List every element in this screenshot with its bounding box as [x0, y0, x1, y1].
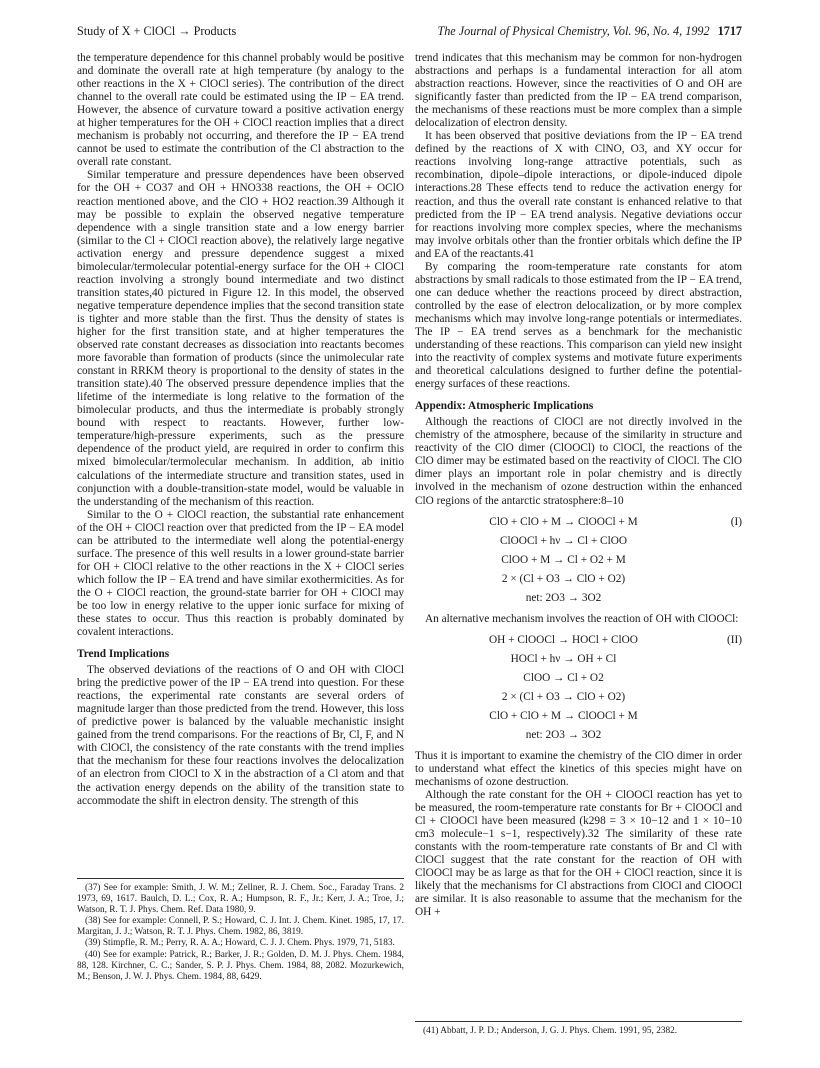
equation-row [415, 589, 742, 608]
journal-citation [437, 24, 742, 39]
running-header [77, 24, 742, 42]
footnote: (39) Stimpfle, R. M.; Perry, R. A. A.; Howard, C. J. J. Chem. Phys. 1979, 71, 5183. [85, 938, 395, 949]
footnote: (41) Abbatt, J. P. D.; Anderson, J. G. J. Phys. Chem. 1991, 95, 2382. [423, 1026, 678, 1036]
reaction-scheme-1 [415, 513, 742, 608]
equation-row [415, 707, 742, 726]
paragraph: the temperature dependence for this channel probably would be positive and dominate the overall rate at high temperature (by analogy to the other reactions in the X + ClOCl series). The contribution of the direct channel to the overall rate could be estimated using the IP − EA trend. However, the absence of curvature toward a positive activation energy at higher temperatures for the OH + ClOCl reaction implies that a direct mechanism is probably not occurring, and therefore the IP − EA trend cannot be used to estimate the contribution of the Cl abstraction to the overall rate constant. [77, 52, 404, 169]
equation: ClOO + M → Cl + O2 + M [501, 553, 626, 566]
footnotes-right [415, 1015, 742, 1037]
footnote-rule [77, 878, 404, 879]
paragraph: trend indicates that this mechanism may be common for non-hydrogen abstractions and perhaps is a fundamental interaction for all atom abstraction reactions. However, since the reactivities of O and OH are significantly faster than predicted from the IP − EA trend comparison, the mechanisms of these reactions must be more complex than a simple delocalization of electron density. [415, 52, 742, 130]
equation: ClOOCl + hν → Cl + ClOO [499, 534, 628, 547]
footnote-rule [415, 1021, 742, 1022]
equation-row [415, 688, 742, 707]
right-column [415, 52, 742, 919]
equation-row [415, 513, 742, 532]
left-column [77, 52, 404, 808]
paragraph: An alternative mechanism involves the reaction of OH with ClOOCl: [425, 612, 739, 625]
equation-row [415, 570, 742, 589]
equation: ClOO → Cl + O2 [523, 671, 604, 684]
scheme-label: (II) [726, 633, 742, 646]
journal-name: The Journal of Physical Chemistry, Vol. 96, No. 4, 1992 [437, 24, 710, 38]
paragraph: The observed deviations of the reactions of O and OH with ClOCl bring the predictive power of the IP − EA trend into question. For these reactions, the experimental rate constants are several orders of magnitude larger than those predicted from the trend. However, this loss of predictive power is balanced by the valuable mechanistic insight gained from the trend comparisons. For the reactions of Br, Cl, F, and N with ClOCl, the consistency of the rate constants with the trend implies that the mechanism for these four reactions involves the delocalization of an electron from ClOCl to X in the abstraction of a Cl atom and that the activation energy depends on the ability of the transition state to accommodate the shift in electron density. The strength of this [77, 664, 404, 807]
reaction-scheme-2 [415, 631, 742, 745]
footnote: (40) See for example: Patrick, R.; Barker, J. R.; Golden, D. M. J. Phys. Chem. 1984, 88, 128. Kirchner, C. C.; Sander, S. P. J. Phys. Chem. 1984, 88, 2082. Mozurkewich, M.; Benson, J. W. J. Phys. Chem. 1984, 88, 6429. [77, 949, 404, 982]
scheme-label: (I) [730, 515, 742, 528]
paragraph: Similar temperature and pressure dependences have been observed for the OH + CO37 and OH + HNO338 reactions, the OH + OClO reaction mentioned above, and the ClO + HO2 reaction.39 Although it may be possible to explain the observed negative temperature dependence with a single transition state and a low energy barrier (similar to the Cl + ClOCl reaction above), the relatively large negative activation energy and pressure dependence suggest a mixed bimolecular/termolecular potential-energy surface for the OH + ClOCl reaction involving a strongly bound intermediate and two distinct transition states,40 pictured in Figure 12. In this model, the observed negative temperature dependence implies that the second transition state is tighter and more stable than the first. Thus the density of states is higher for the first transition state, and at higher temperatures the observed rate constant decreases as dissociation into reactants becomes more favorable than formation of products (since the unimolecular rate constant in RRKM theory is proportional to the density of states in the transition state).40 The observed pressure dependence implies that the lifetime of the intermediate is long relative to the formation of the bimolecular products, and thus the intermediate is probably strongly bound with respect to reactants. However, further low-temperature/high-pressure experiments, such as the pressure dependence of the product yield, are required in order to confirm this mixed bimolecular/termolecular mechanism. In addition, ab initio calculations of the intermediate structure and transition states, used in conjunction with a double-transition-state model, would be valuable in the understanding of the mechanism of this reaction. [77, 169, 404, 508]
page-number: 1717 [717, 24, 742, 38]
equation-row [415, 551, 742, 570]
paragraph: It has been observed that positive deviations from the IP − EA trend defined by the reactions of X with ClNO, O3, and XY occur for reactions involving long-range attractive potentials, such as recombination, dipole–dipole interactions, or dipole-induced dipole interactions.28 These effects tend to reduce the activation energy for reaction, and thus the overall rate constant is enhanced relative to that predicted from the IP − EA trend analysis. Negative deviations occur for reactions involving more complex species, where the mechanisms may involve orbitals other than the frontier orbitals which define the IP and EA of the reactants.41 [415, 130, 742, 260]
equation: 2 × (Cl + O3 → ClO + O2) [501, 690, 626, 703]
equation-row [415, 726, 742, 745]
net-equation: net: 2O3 → 3O2 [525, 728, 602, 741]
paragraph: Although the rate constant for the OH + ClOOCl reaction has yet to be measured, the room-temperature rate constants for Br + ClOOCl and Cl + ClOOCl have been measured (k298 = 3 × 10−12 and 1 × 10−10 cm3 molecule−1 s−1, respectively).32 The similarity of these rate constants with the room-temperature rate constants of Br and Cl with ClOCl suggest that the rate constant for the reaction of OH with ClOOCl may be as large as that for the OH + ClOCl reaction, since it is likely that the mechanisms for Cl abstractions from ClOCl and ClOOCl are similar. It is also reasonable to assume that the mechanism for the OH + [415, 788, 742, 919]
paragraph: Similar to the O + ClOCl reaction, the substantial rate enhancement of the OH + ClOCl reaction over that predicted from the IP − EA model can be attributed to the intermediate well along the potential-energy surface. The presence of this well results in a lower ground-state barrier for OH + ClOCl relative to the other reactions in the X + ClOCl series which follow the IP − EA trend and have similar exothermicities. As for the O + ClOCl reaction, the ground-state barrier for OH + ClOCl may be too low in energy relative to the upper ionic surface for mixing of these states to occur. Thus this reaction is probably dominated by covalent interactions. [77, 508, 404, 639]
equation-row [415, 631, 742, 650]
equation-row [415, 669, 742, 688]
equation: 2 × (Cl + O3 → ClO + O2) [501, 572, 626, 585]
net-equation: net: 2O3 → 3O2 [525, 591, 602, 604]
section-heading: Appendix: Atmospheric Implications [415, 400, 594, 413]
equation-row [415, 650, 742, 669]
footnote: (37) See for example: Smith, J. W. M.; Zellner, R. J. Chem. Soc., Faraday Trans. 2 1973, 69, 1617. Baulch, D. L.; Cox, R. A.; Humpson, R. F., Jr.; Kerr, J. A.; Troe, J.; Watson, R. T. J. Phys. Chem. Ref. Data 1980, 9. [77, 883, 404, 916]
footnotes-left [77, 872, 404, 983]
paragraph: By comparing the room-temperature rate constants for atom abstractions by small radicals to those estimated from the IP − EA trend, one can deduce whether the reactions proceed by direct abstraction, controlled by the ease of electron delocalization, or by more complex mechanisms which may involve long-range potentials or intermediates. The IP − EA trend serves as a benchmark for the mechanistic understanding of these reactions. This comparison can yield new insight into the reactivity of complex systems and motivate future experiments and theoretical calculations designed to further define the potential-energy surfaces of these reactions. [415, 260, 742, 391]
equation: OH + ClOOCl → HOCl + ClOO [489, 633, 638, 646]
equation-row [415, 532, 742, 551]
equation: ClO + ClO + M → ClOOCl + M [489, 515, 638, 528]
section-heading: Trend Implications [77, 648, 170, 661]
running-title: Study of X + ClOCl → Products [77, 24, 237, 38]
equation: ClO + ClO + M → ClOOCl + M [489, 709, 638, 722]
footnote: (38) See for example: Connell, P. S.; Howard, C. J. Int. J. Chem. Kinet. 1985, 17, 17. Margitan, J. J.; Watson, R. T. J. Phys. Chem. 1982, 86, 3819. [77, 916, 404, 938]
paragraph: Although the reactions of ClOCl are not directly involved in the chemistry of the atmosphere, because of the similarity in structure and reactivity of the ClO dimer (ClOOCl) to ClOCl, the reactions of the ClO dimer may be estimated based on the reactivity of ClOCl. The ClO dimer plays an important role in polar chemistry and is directly involved in the mechanism of ozone destruction within the enhanced ClO regions of the antarctic stratosphere:8–10 [415, 416, 742, 507]
paragraph: Thus it is important to examine the chemistry of the ClO dimer in order to understand what effect the kinetics of this species might have on mechanisms of ozone destruction. [415, 749, 742, 788]
equation: HOCl + hν → OH + Cl [510, 652, 617, 665]
